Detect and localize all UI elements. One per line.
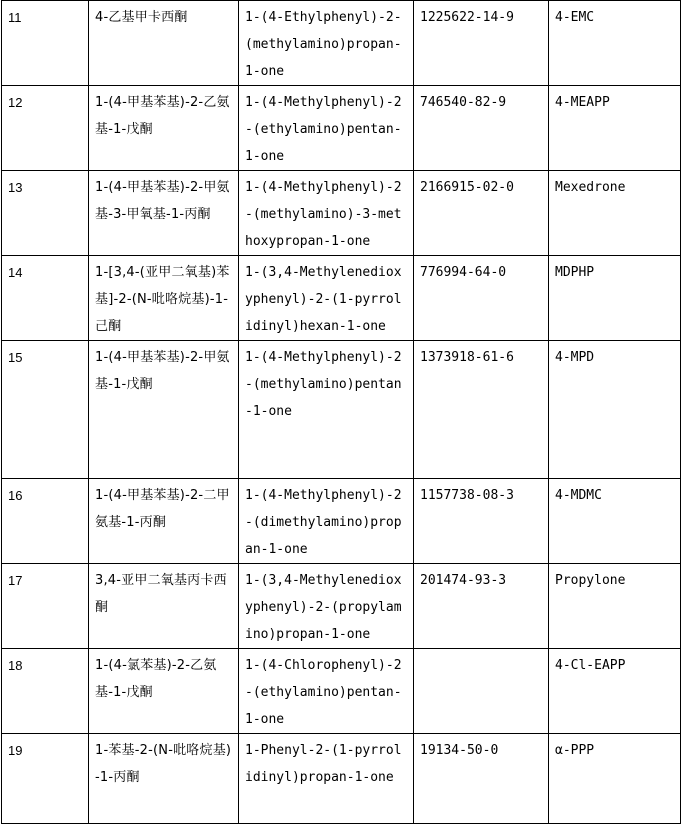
row-number: 17 bbox=[2, 564, 89, 649]
chinese-name: 1-(4-甲基苯基)-2-甲氨基-3-甲氧基-1-丙酮 bbox=[89, 171, 239, 256]
english-name: 1-Phenyl-2-(1-pyrrolidinyl)propan-1-one bbox=[239, 734, 414, 824]
abbreviation: MDPHP bbox=[549, 256, 681, 341]
cas-number: 19134-50-0 bbox=[414, 734, 549, 824]
abbreviation: α-PPP bbox=[549, 734, 681, 824]
english-name: 1-(4-Methylphenyl)-2-(dimethylamino)propan-1-one bbox=[239, 479, 414, 564]
english-name: 1-(4-Methylphenyl)-2-(methylamino)pentan-1-one bbox=[239, 341, 414, 479]
chinese-name: 4-乙基甲卡西酮 bbox=[89, 1, 239, 86]
chinese-name: 1-(4-甲基苯基)-2-乙氨基-1-戊酮 bbox=[89, 86, 239, 171]
cas-number: 1225622-14-9 bbox=[414, 1, 549, 86]
cas-number: 2166915-02-0 bbox=[414, 171, 549, 256]
table-row bbox=[2, 256, 681, 341]
table-row bbox=[2, 171, 681, 256]
abbreviation: 4-Cl-EAPP bbox=[549, 649, 681, 734]
substance-table bbox=[1, 0, 681, 824]
chinese-name: 1-[3,4-(亚甲二氧基)苯基]-2-(N-吡咯烷基)-1-己酮 bbox=[89, 256, 239, 341]
english-name: 1-(3,4-Methylenedioxyphenyl)-2-(1-pyrrolidinyl)hexan-1-one bbox=[239, 256, 414, 341]
abbreviation: 4-MEAPP bbox=[549, 86, 681, 171]
abbreviation: 4-EMC bbox=[549, 1, 681, 86]
table-row bbox=[2, 1, 681, 86]
english-name: 1-(4-Methylphenyl)-2-(ethylamino)pentan-1-one bbox=[239, 86, 414, 171]
cas-number: 776994-64-0 bbox=[414, 256, 549, 341]
cas-number: 746540-82-9 bbox=[414, 86, 549, 171]
table-row bbox=[2, 479, 681, 564]
row-number: 11 bbox=[2, 1, 89, 86]
cas-number bbox=[414, 649, 549, 734]
abbreviation: Mexedrone bbox=[549, 171, 681, 256]
abbreviation: Propylone bbox=[549, 564, 681, 649]
chinese-name: 1-(4-氯苯基)-2-乙氨基-1-戊酮 bbox=[89, 649, 239, 734]
chinese-name: 3,4-亚甲二氧基丙卡西酮 bbox=[89, 564, 239, 649]
chinese-name: 1-苯基-2-(N-吡咯烷基)-1-丙酮 bbox=[89, 734, 239, 824]
row-number: 16 bbox=[2, 479, 89, 564]
table-row bbox=[2, 734, 681, 824]
table-row bbox=[2, 86, 681, 171]
cas-number: 1373918-61-6 bbox=[414, 341, 549, 479]
cas-number: 201474-93-3 bbox=[414, 564, 549, 649]
row-number: 13 bbox=[2, 171, 89, 256]
cas-number: 1157738-08-3 bbox=[414, 479, 549, 564]
row-number: 18 bbox=[2, 649, 89, 734]
english-name: 1-(4-Chlorophenyl)-2-(ethylamino)pentan-1-one bbox=[239, 649, 414, 734]
row-number: 14 bbox=[2, 256, 89, 341]
abbreviation: 4-MPD bbox=[549, 341, 681, 479]
table-row bbox=[2, 564, 681, 649]
chinese-name: 1-(4-甲基苯基)-2-二甲氨基-1-丙酮 bbox=[89, 479, 239, 564]
row-number: 12 bbox=[2, 86, 89, 171]
english-name: 1-(4-Methylphenyl)-2-(methylamino)-3-methoxypropan-1-one bbox=[239, 171, 414, 256]
row-number: 15 bbox=[2, 341, 89, 479]
chinese-name: 1-(4-甲基苯基)-2-甲氨基-1-戊酮 bbox=[89, 341, 239, 479]
english-name: 1-(3,4-Methylenedioxyphenyl)-2-(propylamino)propan-1-one bbox=[239, 564, 414, 649]
row-number: 19 bbox=[2, 734, 89, 824]
table-row bbox=[2, 649, 681, 734]
table-row bbox=[2, 341, 681, 479]
english-name: 1-(4-Ethylphenyl)-2-(methylamino)propan-1-one bbox=[239, 1, 414, 86]
abbreviation: 4-MDMC bbox=[549, 479, 681, 564]
